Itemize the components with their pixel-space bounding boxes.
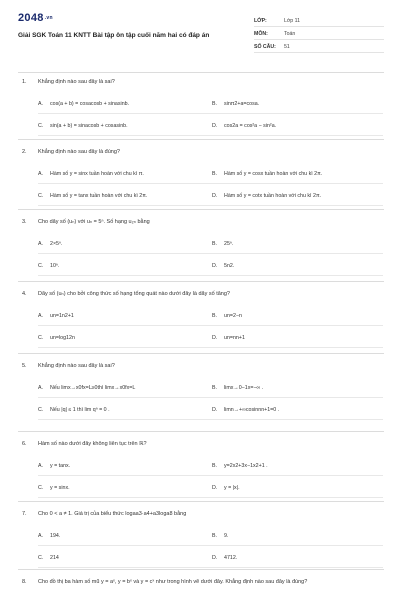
option-row-divider <box>38 113 383 114</box>
meta-value: Toán <box>284 30 296 37</box>
option-letter: D. <box>212 335 218 341</box>
meta-label: LỚP: <box>254 17 267 24</box>
answer-option[interactable] <box>212 100 259 108</box>
option-letter: C. <box>38 123 44 129</box>
option-letter: C. <box>38 485 44 491</box>
answer-option[interactable] <box>212 170 322 178</box>
option-text: sinπ2+a=cosa. <box>224 101 260 107</box>
option-letter: D. <box>212 193 218 199</box>
question-number: 7. <box>22 511 27 517</box>
option-letter: C. <box>38 407 44 413</box>
answer-option[interactable] <box>38 262 59 270</box>
option-text: Hàm số y = cotx tuần hoàn với chu kì 2π. <box>224 193 322 199</box>
answer-option[interactable] <box>212 334 245 342</box>
question-prompt: Khẳng định nào sau đây là đúng? <box>38 149 120 155</box>
meta-info <box>254 15 384 55</box>
option-text: sin(a + b) = sinacosb + cosasinb. <box>50 123 128 129</box>
option-text: limx→0−1x=−∞ . <box>224 385 264 391</box>
meta-label: MÔN: <box>254 30 268 37</box>
answer-option[interactable] <box>212 240 233 248</box>
divider <box>18 72 384 73</box>
option-text: Nếu |q| ≤ 1 thì lim qⁿ = 0 . <box>50 407 110 413</box>
question-prompt: Khẳng định nào sau đây là sai? <box>38 79 115 85</box>
option-letter: A. <box>38 385 44 391</box>
option-row-divider <box>38 253 383 254</box>
answer-option[interactable] <box>212 122 276 130</box>
option-letter: A. <box>38 171 44 177</box>
question-prompt: Khẳng định nào sau đây là sai? <box>38 363 115 369</box>
option-letter: B. <box>212 101 218 107</box>
option-row-divider <box>38 183 383 184</box>
option-text: cos(a + b) = cosacosb + sinasinb. <box>50 101 130 107</box>
option-text: 4712. <box>224 555 238 561</box>
option-row-divider <box>38 135 383 136</box>
option-text: un=2−n <box>224 313 242 319</box>
question-number: 1. <box>22 79 27 85</box>
question-text <box>22 218 382 226</box>
option-text: y = |x|. <box>224 485 240 491</box>
question-number: 4. <box>22 291 27 297</box>
option-letter: A. <box>38 533 44 539</box>
option-letter: B. <box>212 533 218 539</box>
option-letter: D. <box>212 263 218 269</box>
question-divider <box>18 281 384 282</box>
option-letter: B. <box>212 463 218 469</box>
option-text: Nếu limx→x0fx=L≥0thì limx→x0fx=L <box>50 385 136 391</box>
question-number: 5. <box>22 363 27 369</box>
question-number: 3. <box>22 219 27 225</box>
question-divider <box>18 501 384 502</box>
option-row-divider <box>38 397 383 398</box>
option-text: y=2x2+3x−1x2+1 . <box>224 463 268 469</box>
answer-option[interactable] <box>38 532 60 540</box>
question-prompt: Cho 0 < a ≠ 1. Giá trị của biểu thức logaa3·a4+a3loga8 bằng <box>38 511 187 517</box>
meta-value: Lớp 11 <box>284 17 300 24</box>
brand-name: 2048 <box>18 12 44 24</box>
answer-option[interactable] <box>38 384 135 392</box>
meta-value: 51 <box>284 43 290 50</box>
document-title: Giải SGK Toán 11 KNTT Bài tập ôn tập cuối năm hai có đáp án <box>18 32 210 39</box>
option-letter: D. <box>212 485 218 491</box>
answer-option[interactable] <box>38 312 74 320</box>
option-row-divider <box>38 497 383 498</box>
meta-row-count <box>254 41 384 53</box>
option-text: y = sinx. <box>50 485 70 491</box>
option-letter: B. <box>212 313 218 319</box>
option-letter: C. <box>38 193 44 199</box>
option-row-divider <box>38 347 383 348</box>
question-number: 6. <box>22 441 27 447</box>
answer-option[interactable] <box>212 462 268 470</box>
answer-option[interactable] <box>212 484 240 492</box>
question-number: 8. <box>22 579 27 585</box>
answer-option[interactable] <box>38 122 128 130</box>
question-divider <box>18 431 384 432</box>
option-letter: B. <box>212 241 218 247</box>
option-text: un=1n2+1 <box>50 313 74 319</box>
option-text: Hàm số y = sinx tuần hoàn với chu kì π. <box>50 171 144 177</box>
option-row-divider <box>38 275 383 276</box>
question-divider <box>18 569 384 570</box>
option-text: 194. <box>50 533 61 539</box>
answer-option[interactable] <box>38 406 110 414</box>
answer-option[interactable] <box>38 192 147 200</box>
question-prompt: Cho dãy số (uₙ) với uₙ = 5ⁿ. Số hạng u₂ₙ bằng <box>38 219 150 225</box>
answer-option[interactable] <box>212 312 242 320</box>
option-letter: D. <box>212 407 218 413</box>
question-divider <box>18 353 384 354</box>
answer-option[interactable] <box>38 170 144 178</box>
option-text: 214 <box>50 555 59 561</box>
question-text <box>22 362 382 370</box>
question-text <box>22 510 382 518</box>
answer-option[interactable] <box>212 384 263 392</box>
option-letter: C. <box>38 263 44 269</box>
option-row-divider <box>38 419 383 420</box>
answer-option[interactable] <box>212 262 234 270</box>
option-text: y = tanx. <box>50 463 71 469</box>
option-row-divider <box>38 545 383 546</box>
option-letter: D. <box>212 555 218 561</box>
question-text <box>22 578 382 586</box>
option-letter: B. <box>212 385 218 391</box>
answer-option[interactable] <box>212 532 228 540</box>
option-row-divider <box>38 325 383 326</box>
answer-option[interactable] <box>38 484 70 492</box>
option-letter: A. <box>38 101 44 107</box>
option-text: un=log12n <box>50 335 75 341</box>
brand-suffix: .vn <box>44 15 53 22</box>
answer-option[interactable] <box>38 554 59 562</box>
option-text: cos2a = cos²a − sin²a. <box>224 123 277 129</box>
option-letter: C. <box>38 335 44 341</box>
question-prompt: Hàm số nào dưới đây không liên tục trên ℝ? <box>38 441 147 447</box>
option-letter: A. <box>38 463 44 469</box>
answer-option[interactable] <box>38 100 129 108</box>
option-text: 10ⁿ. <box>50 263 60 269</box>
question-text <box>22 148 382 156</box>
answer-option[interactable] <box>38 334 75 342</box>
question-text <box>22 440 382 448</box>
document-header <box>0 0 400 62</box>
option-text: 2×5ⁿ. <box>50 241 63 247</box>
option-letter: A. <box>38 241 44 247</box>
option-text: Hàm số y = tanx tuần hoàn với chu kì 2π. <box>50 193 148 199</box>
answer-option[interactable] <box>212 406 279 414</box>
answer-option[interactable] <box>38 240 62 248</box>
answer-option[interactable] <box>212 192 321 200</box>
question-divider <box>18 209 384 210</box>
option-text: un=nn+1 <box>224 335 245 341</box>
option-text: 9. <box>224 533 229 539</box>
question-number: 2. <box>22 149 27 155</box>
option-letter: A. <box>38 313 44 319</box>
answer-option[interactable] <box>212 554 237 562</box>
option-text: 5n2. <box>224 263 235 269</box>
question-prompt: Dãy số (uₙ) cho bởi công thức số hạng tổng quát nào dưới đây là dãy số tăng? <box>38 291 230 297</box>
meta-label: SỐ CÂU: <box>254 43 276 50</box>
option-letter: D. <box>212 123 218 129</box>
option-row-divider <box>38 205 383 206</box>
meta-row-subject <box>254 28 384 40</box>
question-divider <box>18 139 384 140</box>
meta-row-class <box>254 15 384 27</box>
question-text <box>22 78 382 86</box>
option-row-divider <box>38 567 383 568</box>
option-text: 25ⁿ. <box>224 241 234 247</box>
brand-logo[interactable] <box>18 12 53 24</box>
option-letter: C. <box>38 555 44 561</box>
question-text <box>22 290 382 298</box>
question-prompt: Cho đồ thị ba hàm số mũ y = aˣ, y = bˣ và y = cˣ như trong hình vẽ dưới đây. Khẳng định nào sau đây là đúng? <box>38 579 308 585</box>
answer-option[interactable] <box>38 462 70 470</box>
option-text: Hàm số y = cosx tuần hoàn với chu kì 2π. <box>224 171 323 177</box>
option-row-divider <box>38 475 383 476</box>
option-text: limn→+∞cosinnn+1=0 . <box>224 407 280 413</box>
option-letter: B. <box>212 171 218 177</box>
